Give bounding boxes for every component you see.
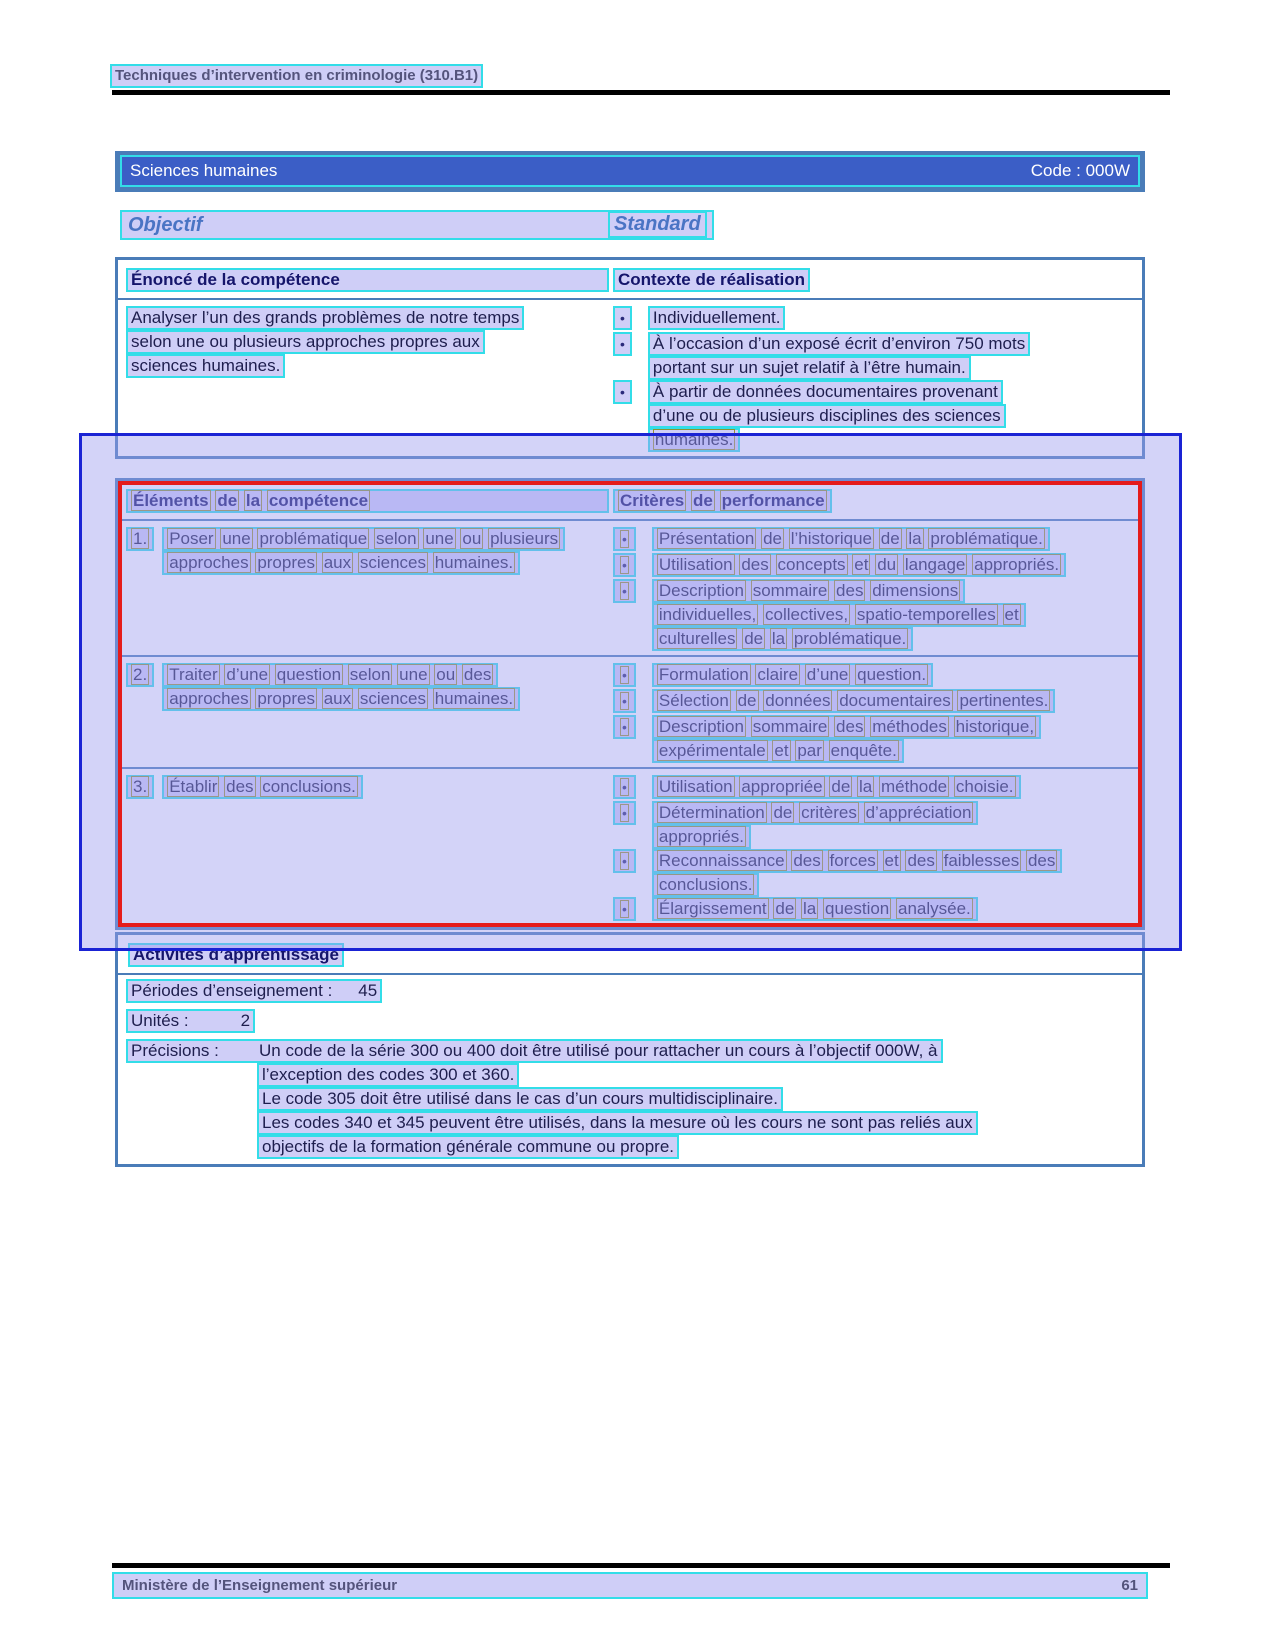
word-box: culturelles: [658, 629, 736, 648]
precision-line: Le code 305 doit être utilisé dans le cas d’un cours multidisciplinaire.: [257, 1087, 783, 1111]
word-box: des: [463, 665, 492, 684]
word-box: faiblesses: [943, 851, 1020, 870]
statement-line: selon une ou plusieurs approches propres aux: [126, 330, 485, 354]
competence-table: [115, 257, 1145, 459]
word-box: humaines.: [654, 430, 734, 449]
word-box: 2.: [133, 665, 148, 684]
word-box: la: [859, 777, 873, 796]
word-box: d’une: [806, 665, 849, 684]
word-box: des: [793, 851, 821, 870]
bullet-icon: [613, 849, 636, 873]
criteria-line: [652, 775, 1021, 799]
word-box: sciences: [359, 689, 426, 708]
word-box: •: [622, 779, 627, 795]
word-box: des: [1027, 851, 1056, 870]
element-line: [162, 775, 363, 799]
word-box: aux: [323, 553, 352, 572]
word-box: selon: [349, 665, 391, 684]
header-cell-enonce: Énoncé de la compétence: [126, 268, 609, 292]
word-box: la: [803, 899, 817, 918]
context-line: À partir de données documentaires provenant: [648, 380, 1003, 404]
criteria-bullet: [613, 526, 1142, 552]
word-box: Éléments: [133, 491, 209, 510]
context-line: Individuellement.: [648, 306, 786, 330]
context-line: [648, 428, 740, 452]
word-box: de: [763, 529, 783, 548]
section-headings: [120, 210, 714, 240]
word-box: Utilisation: [658, 777, 733, 796]
word-box: enquête.: [830, 741, 897, 760]
word-box: Description: [658, 581, 744, 600]
word-box: appropriés.: [658, 827, 744, 846]
word-box: humaines.: [434, 553, 514, 572]
criteria-bullet: [613, 848, 1142, 896]
word-box: problématique: [259, 529, 368, 548]
banner-subject: Sciences humaines: [130, 161, 278, 180]
word-box: de: [773, 803, 793, 822]
word-box: Poser: [169, 529, 214, 548]
bullet-icon: [613, 689, 636, 713]
units-row: [118, 1008, 1142, 1035]
word-box: •: [622, 805, 627, 821]
word-box: •: [622, 667, 627, 683]
word-box: Traiter: [169, 665, 218, 684]
elements-table-header: [118, 481, 1142, 521]
competence-table-header: [118, 260, 1142, 300]
word-box: Élargissement: [658, 899, 767, 918]
element-row: [118, 769, 1142, 927]
precision-line: Un code de la série 300 ou 400 doit être utilisé pour rattacher un cours à l’objectif 000W, à: [259, 1041, 938, 1060]
criteria-line: [652, 663, 933, 687]
word-box: problématique.: [793, 629, 907, 648]
running-header-text: Techniques d’intervention en criminologie (310.B1): [110, 64, 483, 88]
statement-line: sciences humaines.: [126, 354, 285, 378]
word-box: •: [622, 853, 627, 869]
word-box: Présentation: [658, 529, 755, 548]
word-box: individuelles,: [658, 605, 757, 624]
bullet-icon: [613, 775, 636, 799]
word-box: selon: [375, 529, 417, 548]
bullet-icon: [613, 897, 636, 921]
word-box: approches: [169, 689, 249, 708]
word-box: propres: [257, 553, 315, 572]
criteria-line: [652, 897, 978, 921]
word-box: Sélection: [658, 691, 729, 710]
criteria-bullet: [613, 774, 1142, 800]
word-box: historique,: [955, 717, 1035, 736]
word-box: la: [908, 529, 922, 548]
bullet-icon: •: [613, 380, 632, 404]
word-box: des: [836, 581, 864, 600]
criteria-line: [652, 825, 751, 849]
word-box: de: [693, 491, 713, 510]
bullet-icon: •: [613, 306, 632, 330]
word-box: claire: [757, 665, 799, 684]
precisions-block: [118, 1038, 1142, 1164]
element-row: [118, 657, 1142, 769]
criteria-bullet: [613, 800, 1142, 848]
word-box: analysée.: [898, 899, 971, 918]
word-box: collectives,: [764, 605, 849, 624]
learning-activities-table: [115, 932, 1145, 1167]
header-rule: [112, 90, 1170, 95]
word-box: des: [226, 777, 254, 796]
footer-left: Ministère de l’Enseignement supérieur: [122, 1577, 398, 1594]
word-box: ou: [462, 529, 482, 548]
criteria-line: [652, 627, 913, 651]
header-cell-criteres: [613, 489, 832, 513]
word-box: documentaires: [839, 691, 951, 710]
word-box: appropriés.: [974, 555, 1060, 574]
precisions-label: Précisions :: [131, 1041, 219, 1060]
criteria-line: [652, 849, 1062, 873]
bullet-icon: [613, 663, 636, 687]
criteria-line: [652, 873, 760, 897]
element-line: [162, 687, 520, 711]
criteria-bullet: [613, 552, 1142, 578]
word-box: appropriée: [741, 777, 823, 796]
context-bullet: [613, 305, 1142, 331]
word-box: •: [622, 719, 627, 735]
word-box: choisie.: [955, 777, 1014, 796]
word-box: plusieurs: [490, 529, 559, 548]
word-box: de: [744, 629, 764, 648]
context-line: À l’occasion d’un exposé écrit d’environ 750 mots: [648, 332, 1030, 356]
bullet-icon: [613, 715, 636, 739]
word-box: spatio-temporelles: [856, 605, 996, 624]
criteria-bullet: [613, 688, 1142, 714]
word-box: conclusions.: [658, 875, 753, 894]
criteria-line: [652, 527, 1050, 551]
periods-row: [118, 978, 1142, 1005]
word-box: de: [217, 491, 238, 510]
criteria-line: [652, 801, 979, 825]
bullet-icon: [613, 527, 636, 551]
objectif-heading: Objectif: [128, 214, 203, 236]
criteria-line: [652, 715, 1041, 739]
word-box: de: [831, 777, 851, 796]
word-box: aux: [323, 689, 352, 708]
element-line: [162, 663, 498, 687]
word-box: par: [797, 741, 822, 760]
word-box: •: [622, 557, 627, 573]
word-box: une: [399, 665, 428, 684]
context-line: d’une ou de plusieurs disciplines des sciences: [648, 404, 1006, 428]
word-box: d’une: [226, 665, 269, 684]
elements-table: [115, 478, 1145, 930]
word-box: humaines.: [434, 689, 514, 708]
word-box: conclusions.: [262, 777, 356, 796]
word-box: Détermination: [658, 803, 765, 822]
units-label: Unités :: [131, 1011, 189, 1030]
criteria-line: [652, 739, 904, 763]
word-box: la: [245, 491, 261, 510]
element-number: [126, 527, 154, 551]
word-box: dimensions: [872, 581, 959, 600]
word-box: de: [737, 691, 757, 710]
word-box: sciences: [359, 553, 426, 572]
element-line: [162, 551, 520, 575]
criteria-line: [652, 689, 1055, 713]
element-number: [126, 775, 154, 799]
bullet-icon: [613, 801, 636, 825]
header-cell-contexte: Contexte de réalisation: [613, 268, 810, 292]
word-box: langage: [904, 555, 966, 574]
bullet-icon: [613, 553, 636, 577]
units-value: 2: [240, 1011, 251, 1030]
word-box: 3.: [133, 777, 148, 796]
context-bullet: [613, 379, 1142, 451]
word-box: Utilisation: [658, 555, 733, 574]
element-number: [126, 663, 154, 687]
word-box: Établir: [169, 777, 218, 796]
word-box: question: [276, 665, 342, 684]
criteria-line: [652, 553, 1066, 577]
word-box: la: [771, 629, 786, 648]
criteria-bullet: [613, 896, 1142, 922]
word-box: données: [765, 691, 831, 710]
word-box: Description: [658, 717, 744, 736]
context-bullet: [613, 331, 1142, 379]
word-box: des: [741, 555, 769, 574]
word-box: forces: [829, 851, 876, 870]
word-box: et: [1004, 605, 1019, 624]
word-box: •: [622, 901, 627, 917]
word-box: critères: [801, 803, 857, 822]
element-line: [162, 527, 565, 551]
periods-label: Périodes d’enseignement :: [131, 981, 333, 1000]
word-box: expérimentale: [658, 741, 766, 760]
competence-table-body: [118, 300, 1142, 456]
context-line: portant sur un sujet relatif à l’être humain.: [648, 356, 971, 380]
word-box: Formulation: [658, 665, 749, 684]
element-row: [118, 521, 1142, 657]
standard-heading: Standard: [608, 211, 707, 238]
word-box: •: [622, 531, 627, 547]
criteria-line: [652, 603, 1026, 627]
banner-code: Code : 000W: [1030, 161, 1130, 180]
precision-line: Les codes 340 et 345 peuvent être utilisés, dans la mesure où les cours ne sont pas reliés aux: [257, 1111, 978, 1135]
periods-value: 45: [358, 981, 378, 1000]
word-box: Critères: [620, 491, 685, 510]
word-box: performance: [721, 491, 825, 510]
criteria-bullet: [613, 714, 1142, 762]
subject-banner-highlight: [120, 155, 1140, 187]
word-box: de: [775, 899, 795, 918]
word-box: d’appréciation: [865, 803, 972, 822]
word-box: et: [774, 741, 789, 760]
word-box: du: [877, 555, 897, 574]
bullet-icon: [613, 579, 636, 603]
word-box: ou: [436, 665, 456, 684]
running-header: [110, 63, 483, 89]
word-box: de: [880, 529, 900, 548]
section-title: Activités d’apprentissage: [128, 943, 344, 967]
word-box: problématique.: [930, 529, 1043, 548]
criteria-bullet: [613, 662, 1142, 688]
word-box: une: [425, 529, 454, 548]
learning-activities-header: [118, 935, 1142, 975]
word-box: •: [622, 693, 627, 709]
word-box: méthodes: [872, 717, 947, 736]
word-box: •: [622, 583, 627, 599]
criteria-bullet: [613, 578, 1142, 650]
word-box: et: [884, 851, 899, 870]
word-box: des: [836, 717, 864, 736]
word-box: sommaire: [752, 717, 828, 736]
word-box: question: [824, 899, 890, 918]
criteria-line: [652, 579, 965, 603]
bullet-icon: •: [613, 332, 632, 356]
word-box: pertinentes.: [959, 691, 1049, 710]
word-box: Reconnaissance: [658, 851, 785, 870]
subject-banner: [115, 151, 1145, 192]
page-number: 61: [1121, 1577, 1138, 1594]
word-box: une: [222, 529, 251, 548]
word-box: concepts: [777, 555, 846, 574]
word-box: l’historique: [790, 529, 873, 548]
word-box: méthode: [880, 777, 948, 796]
header-cell-elements: [126, 489, 609, 513]
word-box: 1.: [133, 529, 148, 548]
word-box: sommaire: [752, 581, 828, 600]
word-box: propres: [257, 689, 315, 708]
word-box: approches: [169, 553, 249, 572]
footer-band: [112, 1572, 1148, 1599]
statement-line: Analyser l’un des grands problèmes de notre temps: [126, 306, 524, 330]
word-box: compétence: [268, 491, 369, 510]
precision-line: l’exception des codes 300 et 360.: [257, 1063, 519, 1087]
word-box: question.: [857, 665, 927, 684]
precision-line: objectifs de la formation générale commune ou propre.: [257, 1135, 679, 1159]
word-box: et: [854, 555, 869, 574]
footer-rule: [112, 1563, 1170, 1568]
word-box: des: [907, 851, 935, 870]
